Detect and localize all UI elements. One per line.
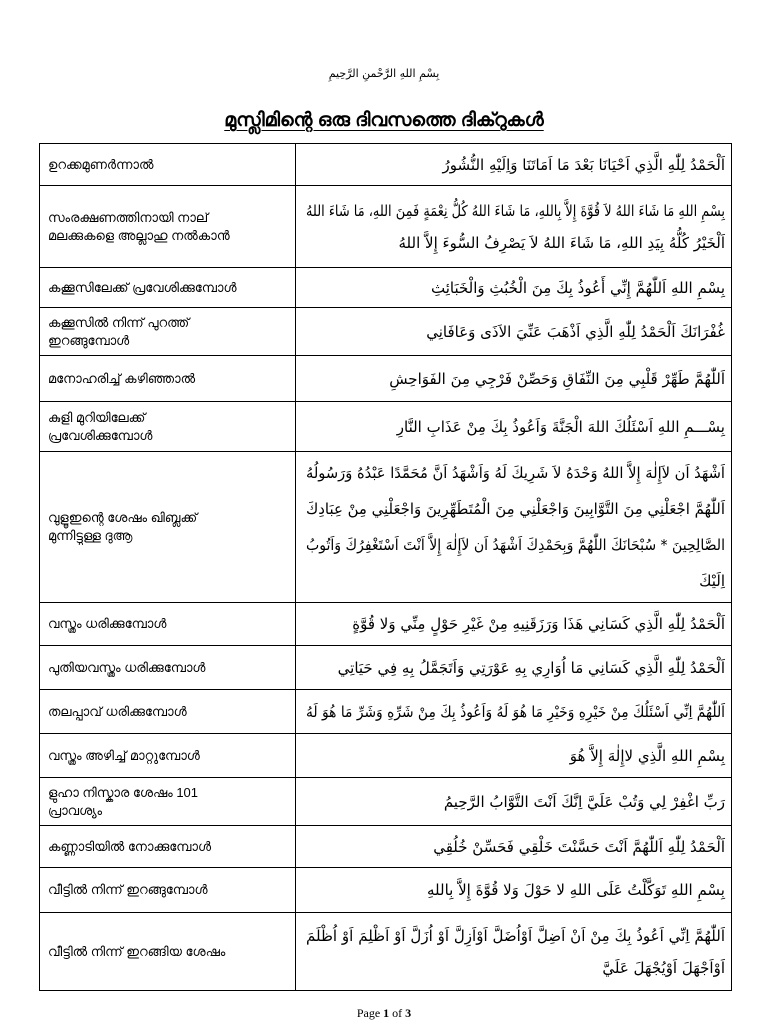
cell-content — [40, 279, 295, 297]
bismillah-heading: بِسْمِ اللهِ الرَّحْمنِ الرَّحِيمِ — [328, 67, 440, 80]
occasion-cell — [40, 913, 296, 991]
occasion-cell — [40, 452, 296, 603]
dhikr-row — [40, 868, 732, 913]
occasion-text: പ്രാവശ്യം — [48, 802, 103, 818]
dhikr-row — [40, 452, 732, 603]
occasion-text: തലപ്പാവ് ധരിക്കുമ്പോൾ — [48, 703, 187, 719]
page-footer — [0, 1005, 768, 1021]
dhikr-cell — [296, 308, 732, 356]
cell-content — [40, 615, 295, 633]
cell-content — [40, 409, 295, 445]
dhikr-text: بِسْمِ اللهِ تَوَكَّلْتُ عَلَى اللهِ لا حَوْلَ وَلا قُوَّةَ إِلاَّ بِاللهِ — [427, 881, 725, 899]
of-word: of — [392, 1006, 403, 1020]
text-line — [48, 314, 289, 332]
cell-content — [296, 316, 731, 348]
occasion-text: മനോഹരിച്ച് കഴിഞ്ഞാൽ — [48, 370, 196, 386]
dhikr-text: اَلْخَيْرُ كُلُّهُ بِيَدِ اللهِ، مَا شَاءَ اللهُ لاَ يَصْرِفُ السُّوءَ إِلاَّ اللهُ — [398, 233, 725, 252]
text-line — [306, 874, 725, 906]
dhikr-text: اَلْحَمْدُ لِلّٰهِ الَّذِي كَسَانِي هَذَا وَرَزَقَنِيهِ مِنْ غَيْرِ حَوْلٍ مِنِّي وَلا قُوَّةٍ — [352, 615, 725, 633]
text-line — [306, 652, 725, 684]
text-line — [48, 509, 289, 527]
occasion-text: മലക്കുകളെ അല്ലാഹു നൽകാൻ — [48, 227, 230, 243]
dhikr-text: غُفْرَانَكَ اَلْحَمْدُ لِلّٰهِ الَّذِي اَذْهَبَ عَنِّيَ الاَذَى وَعَافَانِي — [426, 322, 725, 341]
dhikr-row — [40, 186, 732, 268]
cell-content — [296, 831, 731, 863]
text-line — [306, 411, 725, 443]
occasion-text: വീട്ടിൽ നിന്ന് ഇറങ്ങുമ്പോൾ — [48, 882, 208, 897]
dhikr-cell — [296, 868, 732, 913]
dhikr-text: رَبِّ اغْفِرْ لِي وَتُبْ عَلَيَّ اِنَّكَ اَنْتَ التَّوَّابُ الرَّحِيمُ — [443, 792, 725, 811]
text-line — [48, 227, 289, 245]
dhikr-text: بِسْـــمِ اللهِ اَسْئَلُكَ اللهَ الْجَنَّةَ وَاَعُوذُ بِكَ مِنْ عَذَابِ النَّارِ — [396, 417, 725, 436]
occasion-text: കുളി മുറിയിലേക്ക് — [48, 409, 146, 425]
dhikr-text: اَللّٰهُمَّ اِنِّي اَعُوذُ بِكَ مِنْ اَنْ اَضِلَّ اَوْاُضَلَّ اَوْاَزِلَّ اَوْ اُزَلَّ اَوْ اَظْلِمَ اَوْ اُظْلَمَ — [306, 926, 725, 945]
dhikr-row — [40, 144, 732, 186]
dhikr-cell — [296, 144, 732, 186]
text-line — [48, 881, 289, 899]
dhikr-cell — [296, 402, 732, 452]
cell-content — [40, 838, 295, 856]
text-line — [306, 786, 725, 818]
occasion-cell — [40, 646, 296, 690]
cell-content — [296, 696, 731, 728]
dhikr-row — [40, 734, 732, 778]
cell-content — [296, 786, 731, 818]
occasion-text: പുതിയവസ്ത്രം ധരിക്കുമ്പോൾ — [48, 659, 206, 675]
dhikr-cell — [296, 646, 732, 690]
occasion-cell — [40, 144, 296, 186]
text-line — [306, 149, 725, 181]
text-line — [306, 608, 725, 640]
dhikr-text: بِسْمِ اللهِ مَا شَاءَ اللهُ لاَ قُوَّةَ إِلاَّ بِاللهِ، مَا شَاءَ اللهُ كُلُّ نِعْمَةٍ فَمِنَ اللهِ، مَا شَاءَ اللهُ — [305, 201, 725, 220]
cell-content — [296, 874, 731, 906]
occasion-text: വസ്ത്രം അഴിച്ച് മാറ്റുമ്പോൾ — [48, 747, 200, 763]
dhikr-cell — [296, 356, 732, 402]
dhikr-text: اَشْهَدُ اَن لاَإِلٰهَ إِلاَّ اللهُ وَحْدَهُ لاَ شَرِيكَ لَهُ وَاَشْهَدُ اَنَّ مُحَمَّدًا عَبْدُهُ وَرَسُولُهُ — [305, 464, 725, 482]
page-title-text: മുസ്ലിമിന്റെ ഒരു ദിവസത്തെ ദിക്റുകൾ — [224, 110, 544, 131]
dhikr-row — [40, 402, 732, 452]
occasion-text: കക്കൂസിലേക്ക് പ്രവേശിക്കുമ്പോൾ — [48, 279, 237, 295]
dhikr-text: اِلَيْكَ — [699, 572, 725, 590]
dhikr-text: اَللّٰهُمَّ اِنِّي اَسْئَلُكَ مِنْ خَيْرِهِ وَخَيْرِ مَا هُوَ لَهُ وَاَعُوذُ بِكَ مِنْ شَرِّهِ وَشَرِّ مَا هُوَ لَهُ — [306, 702, 725, 721]
total-pages-number: 3 — [405, 1006, 412, 1020]
text-line — [48, 370, 289, 388]
cell-content — [40, 703, 295, 721]
dhikr-cell — [296, 268, 732, 308]
dhikr-text: بِسْمِ اللهِ الَّذِي لاإِلٰهَ إِلاَّ هُوَ — [569, 746, 725, 765]
cell-content — [296, 363, 731, 395]
text-line — [306, 227, 725, 259]
cell-content — [40, 314, 295, 350]
occasion-cell — [40, 826, 296, 868]
text-line — [306, 272, 725, 304]
text-line — [48, 156, 289, 174]
page-word: Page — [356, 1006, 381, 1020]
text-line — [305, 195, 725, 227]
text-line — [306, 696, 725, 728]
text-line — [48, 409, 289, 427]
cell-content — [296, 149, 731, 181]
occasion-text: ഉറക്കമുണർന്നാൽ — [48, 156, 154, 172]
cell-content — [40, 784, 295, 820]
dhikr-cell — [296, 826, 732, 868]
text-line — [48, 943, 289, 961]
text-line — [305, 455, 725, 491]
cell-content — [296, 740, 731, 772]
text-line — [48, 279, 289, 297]
dhikr-cell — [296, 913, 732, 991]
cell-content — [40, 370, 295, 388]
dhikr-text: بِسْمِ اللهِ اَللّٰهُمَّ إِنِّي أَعُوذُ بِكَ مِنَ الْخُبُثِ وَالْخَبَائِثِ — [430, 278, 725, 297]
dhikr-text: اَللّٰهُمَّ اجْعَلْنِي مِنَ التَّوَّابِينَ وَاجْعَلْنِي مِنَ الْمُتَطَهِّرِينَ وَاجْعَلْنِي مِنْ عِبَادِكَ — [305, 500, 725, 518]
text-line — [48, 703, 289, 721]
text-line — [48, 659, 289, 677]
text-line — [48, 615, 289, 633]
occasion-cell — [40, 734, 296, 778]
page-title — [0, 106, 768, 136]
text-line — [48, 747, 289, 765]
text-line — [306, 920, 725, 952]
text-line — [48, 802, 289, 820]
dhikr-row — [40, 778, 732, 826]
text-line — [48, 332, 289, 350]
occasion-text: വുളൂഇന്റെ ശേഷം ഖിബ്ലക്ക് — [48, 510, 198, 525]
text-line — [48, 784, 289, 802]
cell-content — [296, 920, 731, 984]
dhikr-row — [40, 690, 732, 734]
dhikr-row — [40, 646, 732, 690]
occasion-cell — [40, 268, 296, 308]
dhikr-cell — [296, 186, 732, 268]
dhikr-text: اَللّٰهُمَّ طَهِّرْ قَلْبِي مِنَ النِّفَاقِ وَحَصِّنْ فَرْجِي مِنَ الفَوَاحِشِ — [389, 369, 725, 388]
text-line — [305, 491, 725, 527]
dhikr-row — [40, 913, 732, 991]
dhikr-row — [40, 356, 732, 402]
current-page-number: 1 — [383, 1006, 390, 1020]
cell-content — [40, 209, 295, 245]
dhikr-cell — [296, 603, 732, 646]
occasion-cell — [40, 778, 296, 826]
text-line — [306, 831, 725, 863]
cell-content — [40, 156, 295, 174]
occasion-cell — [40, 308, 296, 356]
occasion-text: സംരക്ഷണത്തിനായി നാല് — [48, 209, 209, 225]
occasion-cell — [40, 690, 296, 734]
dhikr-text: اَلْحَمْدُ لِلّٰهِ الَّذِي اَحْيَانَا بَعْدَ مَا اَمَاتَنَا وَاِلَيْهِ النُّشُورُ — [442, 155, 725, 174]
text-line — [48, 427, 289, 445]
cell-content — [40, 509, 295, 545]
dhikr-row — [40, 603, 732, 646]
dhikr-cell — [296, 690, 732, 734]
dhikr-table — [39, 143, 732, 991]
dhikr-text: اَلْحَمْدُ لِلّٰهِ الَّذِي كَسَانِي مَا اُوَارِي بِهِ عَوْرَتِي وَاَتَجَمَّلُ بِهِ فِي حَيَاتِي — [337, 658, 725, 677]
occasion-cell — [40, 402, 296, 452]
text-line — [306, 316, 725, 348]
occasion-text: ഇറങ്ങുമ്പോൾ — [48, 332, 130, 348]
occasion-text: ളുഹാ നിസ്കാര ശേഷം 101 — [48, 784, 199, 800]
occasion-text: വീട്ടിൽ നിന്ന് ഇറങ്ങിയ ശേഷം — [48, 943, 226, 959]
occasion-cell — [40, 356, 296, 402]
dhikr-cell — [296, 778, 732, 826]
cell-content — [296, 272, 731, 304]
cell-content — [296, 195, 731, 259]
cell-content — [296, 608, 731, 640]
cell-content — [40, 881, 295, 899]
cell-content — [40, 747, 295, 765]
dhikr-text: اَوْاَجْهَلَ اَوْيُجْهَلَ عَلَيَّ — [602, 958, 725, 977]
cell-content — [296, 455, 731, 599]
dhikr-row — [40, 826, 732, 868]
dhikr-text: الصَّالِحِينَ * سُبْحَانَكَ اللّٰهُمَّ وَبِحَمْدِكَ اَشْهَدُ اَن لاَإِلٰهَ إِلاَّ اَنْتَ اَسْتَغْفِرُكَ وَاَتُوبُ — [306, 536, 725, 554]
dhikr-row — [40, 308, 732, 356]
cell-content — [40, 943, 295, 961]
dhikr-row — [40, 268, 732, 308]
text-line — [306, 740, 725, 772]
text-line — [306, 527, 725, 563]
text-line — [306, 952, 725, 984]
cell-content — [40, 659, 295, 677]
occasion-text: വസ്ത്രം ധരിക്കുമ്പോൾ — [48, 616, 167, 631]
occasion-cell — [40, 603, 296, 646]
occasion-text: കണ്ണാടിയിൽ നോക്കുമ്പോൾ — [48, 838, 212, 854]
occasion-text: കക്കൂസിൽ നിന്ന് പുറത്ത് — [48, 314, 190, 330]
cell-content — [296, 411, 731, 443]
text-line — [306, 363, 725, 395]
text-line — [48, 527, 289, 545]
dhikr-text: اَلْحَمْدُ لِلّٰهِ اَللّٰهُمَّ اَنْتَ حَسَّنْتَ خَلْقِي فَحَسِّنْ خُلُقِي — [433, 837, 725, 856]
dhikr-cell — [296, 734, 732, 778]
occasion-cell — [40, 868, 296, 913]
cell-content — [296, 652, 731, 684]
text-line — [48, 209, 289, 227]
text-line — [306, 563, 725, 599]
dhikr-cell — [296, 452, 732, 603]
occasion-text: മുന്നിട്ടുള്ള ദുആ — [48, 528, 133, 543]
occasion-text: പ്രവേശിക്കുമ്പോൾ — [48, 427, 153, 443]
text-line — [48, 838, 289, 856]
occasion-cell — [40, 186, 296, 268]
